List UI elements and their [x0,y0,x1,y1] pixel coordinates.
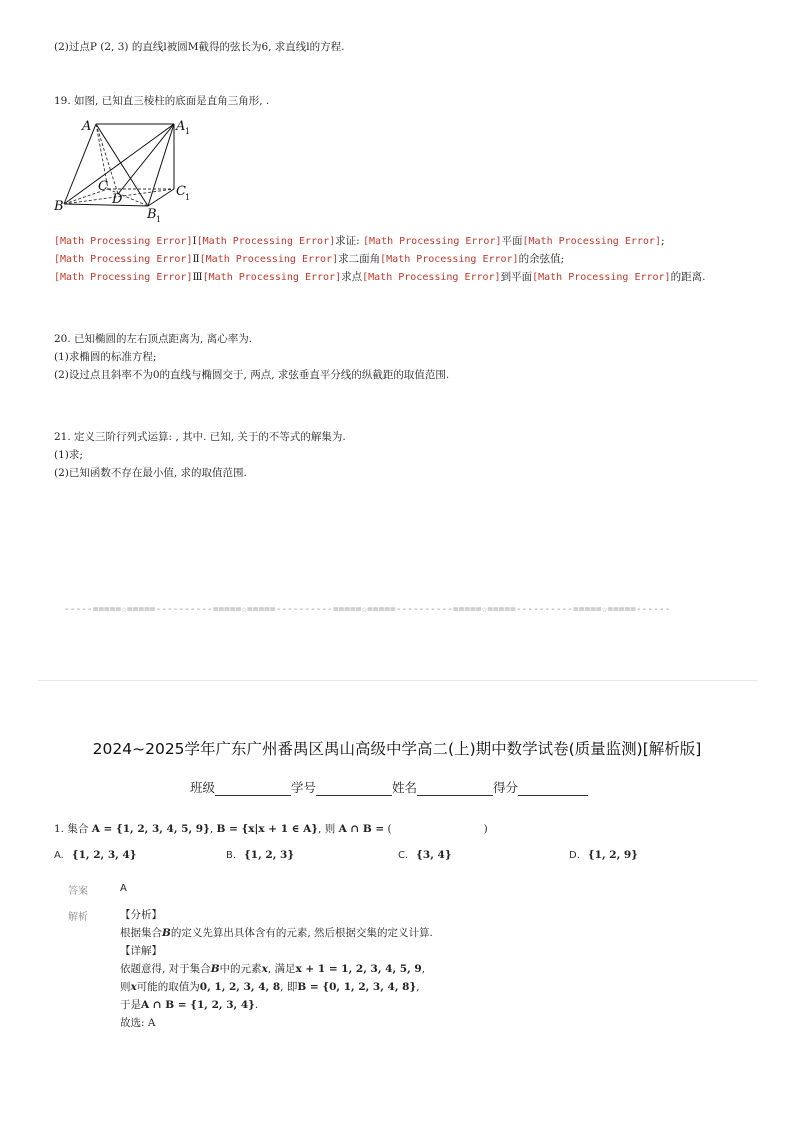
option-d[interactable]: D. {1, 2, 9} [569,849,638,861]
class-field[interactable] [215,783,291,796]
label-B1-sub: 1 [156,215,162,224]
q1-text: 1. 集合 [54,823,89,835]
name-field[interactable] [417,783,493,796]
q19-stem: 19. 如图, 已知直三棱柱的底面是直角三角形, . [54,95,270,107]
q19-line1 [54,234,665,249]
math-error: [Math Processing Error] [522,236,661,247]
q21-stem: 21. 定义三阶行列式运算: , 其中. 已知, 关于的不等式的解集为. [54,431,346,443]
student-info-line [190,778,588,796]
label-C1: C [176,184,186,199]
q19-text: 平面 [501,235,523,247]
q1-paren: ) [483,823,488,835]
option-a[interactable]: A. {1, 2, 3, 4} [54,849,137,861]
detail-conclusion: 故选: A [120,1017,156,1029]
q19-line2 [54,252,564,267]
q20-part1: (1)求椭圆的标准方程; [54,351,157,363]
label-B1: B [147,207,157,222]
q1-paren: ( [387,823,392,835]
label-C: C [98,179,108,194]
roman-numeral: Ⅱ [192,253,200,265]
analysis-label: 解析 [68,912,88,923]
answer-value: A [120,883,127,894]
roman-numeral: Ⅰ [192,235,197,247]
q1-expression: A ∩ B = [338,823,385,835]
label-A: A [82,119,92,134]
answer-label: 答案 [68,886,88,897]
label-C1-sub: 1 [185,193,191,202]
q19-text: 到平面 [500,271,533,283]
set-a: A = {1, 2, 3, 4, 5, 9} [91,823,210,835]
exam-title: 2024~2025学年广东广州番禺区禺山高级中学高二(上)期中数学试卷(质量监测)[解析版] [92,740,702,758]
q21-part2: (2)已知函数不存在最小值, 求的取值范围. [54,467,247,479]
number-label: 学号 [291,780,317,795]
q20-part2: (2)设过点且斜率不为0的直线与椭圆交于, 两点, 求弦垂直平分线的纵截距的取值范围. [54,369,450,381]
label-A1-sub: 1 [185,127,191,136]
math-error: [Math Processing Error] [363,236,502,247]
q19-text: 的余弦值; [518,253,565,265]
q19-line3 [54,270,705,285]
q19-text: 求证: [335,235,364,247]
section-separator: -----=====☆=====----------=====☆=====----------=====☆=====----------=====☆=====----------=====☆=====------ [64,604,671,615]
fenxi-heading: 【分析】 [120,909,162,921]
math-error: [Math Processing Error] [54,236,193,247]
roman-numeral: Ⅲ [192,271,203,283]
q1-text: , [209,823,214,835]
option-b[interactable]: B. {1, 2, 3} [226,849,295,861]
detail-line-2: 则x可能的取值为0, 1, 2, 3, 4, 8, 即B = {0, 1, 2, 3, 4, 8}, [120,981,420,993]
number-field[interactable] [316,783,392,796]
score-label: 得分 [493,780,519,795]
q20-stem: 20. 已知椭圆的左右顶点距离为, 离心率为. [54,333,253,345]
fenxi-text: 根据集合B的定义先算出具体含有的元素, 然后根据交集的定义计算. [120,927,433,939]
q19-text: ; [660,235,665,247]
math-error: [Math Processing Error] [532,272,671,283]
q19-text: 求二面角 [338,253,381,265]
xiangjie-heading: 【详解】 [120,945,162,957]
q19-text: 求点 [341,271,363,283]
score-field[interactable] [518,783,588,796]
detail-line-3: 于是A ∩ B = {1, 2, 3, 4}. [120,999,259,1011]
prism-figure [52,114,202,226]
q18-part2: (2)过点P (2, 3) 的直线l被圆M截得的弦长为6, 求直线l的方程. [54,41,345,53]
detail-line-1: 依题意得, 对于集合B中的元素x, 满足x + 1 = 1, 2, 3, 4, 5, 9, [120,963,426,975]
math-error: [Math Processing Error] [54,254,193,265]
name-label: 姓名 [392,780,418,795]
q1-text: , 则 [318,823,336,835]
math-error: [Math Processing Error] [196,236,336,247]
math-error: [Math Processing Error] [199,254,339,265]
q1-stem [54,822,488,836]
label-A1: A [176,119,186,134]
math-error: [Math Processing Error] [380,254,519,265]
option-c[interactable]: C. {3, 4} [398,849,452,861]
class-label: 班级 [190,780,216,795]
math-error: [Math Processing Error] [202,272,342,283]
label-B: B [54,199,64,214]
set-b: B = {x|x + 1 ∈ A} [216,823,319,835]
q19-text: 的距离. [670,271,706,283]
page-divider [38,680,758,681]
math-error: [Math Processing Error] [54,272,193,283]
label-D: D [112,192,123,207]
q21-part1: (1)求; [54,449,83,461]
math-error: [Math Processing Error] [362,272,501,283]
